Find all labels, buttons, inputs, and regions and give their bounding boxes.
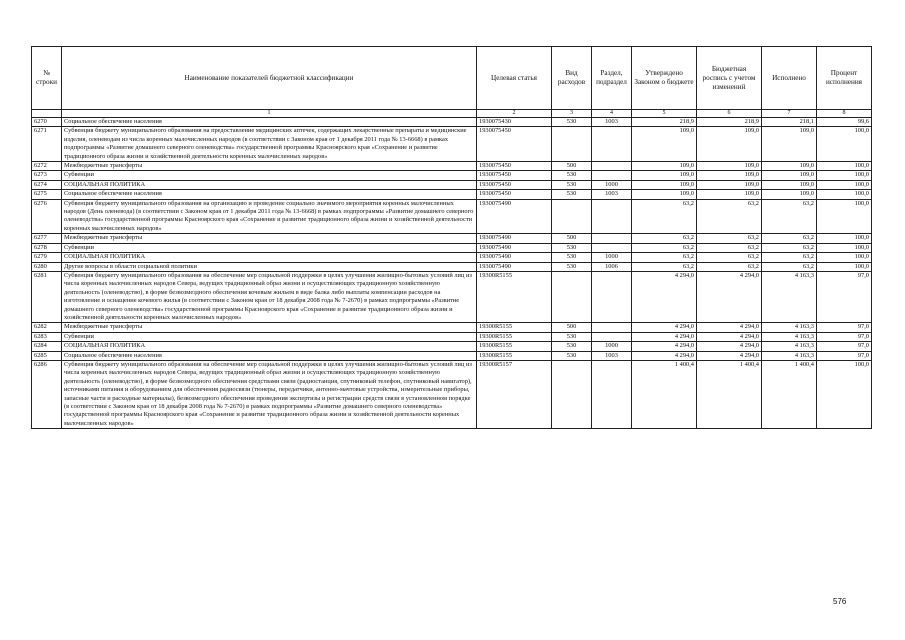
row-name: Социальное обеспечение населения — [62, 190, 477, 199]
row-executed: 109,0 — [762, 180, 817, 189]
row-target: 1930075490 — [477, 199, 552, 234]
row-approved: 63,2 — [632, 243, 697, 252]
header-name: Наименование показателей бюджетной классификации — [62, 47, 477, 110]
row-executed: 63,2 — [762, 243, 817, 252]
table-row — [32, 253, 872, 262]
row-percent: 97,0 — [817, 332, 872, 341]
row-percent: 100,0 — [817, 162, 872, 171]
row-percent: 97,0 — [817, 323, 872, 332]
row-approved: 63,2 — [632, 262, 697, 271]
row-target: 1930075450 — [477, 162, 552, 171]
row-budget-list: 1 400,4 — [697, 360, 762, 428]
row-section — [592, 127, 632, 162]
row-name: Субвенции — [62, 171, 477, 180]
column-number: 8 — [817, 110, 872, 118]
row-executed: 63,2 — [762, 262, 817, 271]
row-percent: 100,0 — [817, 360, 872, 428]
row-budget-list: 63,2 — [697, 199, 762, 234]
row-percent: 100,0 — [817, 253, 872, 262]
row-exp-type: 530 — [552, 243, 592, 252]
table-row — [32, 190, 872, 199]
row-name: СОЦИАЛЬНАЯ ПОЛИТИКА — [62, 253, 477, 262]
page-number: 576 — [833, 597, 847, 606]
row-exp-type — [552, 199, 592, 234]
row-approved: 4 294,0 — [632, 323, 697, 332]
row-target: 1930075490 — [477, 253, 552, 262]
row-approved: 4 294,0 — [632, 342, 697, 351]
table-body — [32, 110, 872, 429]
row-target: 1930075450 — [477, 180, 552, 189]
row-approved: 1 400,4 — [632, 360, 697, 428]
row-number: 6270 — [32, 118, 62, 127]
header-approved: Утверждено Законом о бюджете — [632, 47, 697, 110]
row-name: Субвенция бюджету муниципального образования на обеспечение мер социальной поддержки в целях улучшения жилищно-бытовых условий лиц из числа коренных малочисленных народов Севера, ведущих традиционный образ жизни и осуществляющих традиционную хозяйственную деятельность (оленеводство), в форме безвозмездного обеспечения средствами связи (радиостанция, спутниковый телефон, спутниковый навигатор), источниками питания и оборудованием для обеспечения радиосвязи (тюнеры, передатчики, антенно-мачтовые устройства, измерительные приборы, запасные части и расходные материалы), безвозмездного обеспечения проведения экспертизы и регистрации средств связи в установленном порядке (в соответствии с Законом края от 18 декабря 2008 года № 7-2670) в рамках подпрограммы «Развитие домашнего северного оленеводства» государственной программы Красноярского края «Сохранение и развитие традиционного образа жизни и хозяйственной деятельности коренных малочисленных народов» — [62, 360, 477, 428]
column-number: 7 — [762, 110, 817, 118]
row-budget-list: 4 294,0 — [697, 323, 762, 332]
row-name: Субвенции — [62, 243, 477, 252]
row-number: 6279 — [32, 253, 62, 262]
row-section: 1000 — [592, 342, 632, 351]
row-approved: 109,0 — [632, 171, 697, 180]
table-row — [32, 118, 872, 127]
row-number: 6280 — [32, 262, 62, 271]
header-exp-type: Вид расходов — [552, 47, 592, 110]
row-name: Социальное обеспечение населения — [62, 118, 477, 127]
row-target: 1930075450 — [477, 127, 552, 162]
row-budget-list: 109,0 — [697, 127, 762, 162]
column-number-row — [32, 110, 872, 118]
row-target: 1930075490 — [477, 243, 552, 252]
row-name: Субвенции — [62, 332, 477, 341]
row-executed: 218,1 — [762, 118, 817, 127]
row-name: Межбюджетные трансферты — [62, 323, 477, 332]
row-percent: 100,0 — [817, 190, 872, 199]
row-number: 6286 — [32, 360, 62, 428]
row-section — [592, 332, 632, 341]
row-number: 6271 — [32, 127, 62, 162]
row-approved: 4 294,0 — [632, 351, 697, 360]
table-row — [32, 271, 872, 322]
row-executed: 109,0 — [762, 171, 817, 180]
row-budget-list: 4 294,0 — [697, 342, 762, 351]
row-approved: 218,9 — [632, 118, 697, 127]
row-executed: 4 163,3 — [762, 323, 817, 332]
row-executed: 63,2 — [762, 199, 817, 234]
table-row — [32, 332, 872, 341]
row-approved: 4 294,0 — [632, 271, 697, 322]
row-approved: 109,0 — [632, 190, 697, 199]
row-name: Межбюджетные трансферты — [62, 234, 477, 243]
row-name: Субвенция бюджету муниципального образования на организацию и проведение социально значимого мероприятия коренных малочисленных народов (День оленевода) (в соответствии с Законом края от 1 декабря 2011 года № 13-6668) в рамках подпрограммы «Развитие домашнего северного оленеводства» государственной программы Красноярского края «Сохранение и развитие традиционного образа жизни и хозяйственной деятельности коренных малочисленных народов» — [62, 199, 477, 234]
table-header — [32, 47, 872, 110]
row-executed: 4 163,3 — [762, 271, 817, 322]
row-budget-list: 63,2 — [697, 253, 762, 262]
row-exp-type: 500 — [552, 323, 592, 332]
row-budget-list: 109,0 — [697, 162, 762, 171]
row-number: 6277 — [32, 234, 62, 243]
row-target: 19300R5157 — [477, 360, 552, 428]
row-percent: 100,0 — [817, 243, 872, 252]
header-section: Раздел, подраздел — [592, 47, 632, 110]
table-row — [32, 171, 872, 180]
row-percent: 97,0 — [817, 271, 872, 322]
column-number: 3 — [552, 110, 592, 118]
column-number: 5 — [632, 110, 697, 118]
row-name: СОЦИАЛЬНАЯ ПОЛИТИКА — [62, 180, 477, 189]
row-executed: 1 400,4 — [762, 360, 817, 428]
row-section — [592, 323, 632, 332]
row-budget-list: 109,0 — [697, 190, 762, 199]
table-row — [32, 127, 872, 162]
row-number: 6274 — [32, 180, 62, 189]
row-number: 6273 — [32, 171, 62, 180]
row-executed: 63,2 — [762, 234, 817, 243]
row-executed: 109,0 — [762, 190, 817, 199]
row-name: Субвенция бюджету муниципального образования на обеспечение мер социальной поддержки в целях улучшения жилищно-бытовых условий лиц из числа коренных малочисленных народов Севера, ведущих традиционный образ жизни и осуществляющих традиционную хозяйственную деятельность (оленеводство), в форме безвозмездного обеспечения кочевым жильем в виде балка либо выплаты компенсации расходов на изготовление и оснащение кочевого жилья (в соответствии с Законом края от 18 декабря 2008 года № 7-2670) в рамках подпрограммы «Развитие домашнего северного оленеводства» государственной программы Красноярского края «Сохранение и развитие традиционного образа жизни и хозяйственной деятельности коренных малочисленных народов» — [62, 271, 477, 322]
row-section: 1000 — [592, 180, 632, 189]
table-row — [32, 323, 872, 332]
row-percent: 100,0 — [817, 127, 872, 162]
row-target: 19300R5155 — [477, 332, 552, 341]
row-name: Другие вопросы в области социальной политики — [62, 262, 477, 271]
row-exp-type: 500 — [552, 234, 592, 243]
row-executed: 4 163,3 — [762, 342, 817, 351]
column-number: 4 — [592, 110, 632, 118]
row-approved: 63,2 — [632, 199, 697, 234]
table-row — [32, 342, 872, 351]
row-approved: 109,0 — [632, 180, 697, 189]
table-row — [32, 360, 872, 428]
row-percent: 100,0 — [817, 199, 872, 234]
table-row — [32, 199, 872, 234]
column-number: 6 — [697, 110, 762, 118]
table-row — [32, 262, 872, 271]
row-exp-type: 530 — [552, 253, 592, 262]
row-exp-type: 530 — [552, 342, 592, 351]
column-number: 2 — [477, 110, 552, 118]
row-executed: 4 163,3 — [762, 332, 817, 341]
row-percent: 100,0 — [817, 262, 872, 271]
row-exp-type: 530 — [552, 180, 592, 189]
row-percent: 97,0 — [817, 342, 872, 351]
row-exp-type: 530 — [552, 118, 592, 127]
row-number: 6278 — [32, 243, 62, 252]
row-section — [592, 360, 632, 428]
row-approved: 63,2 — [632, 253, 697, 262]
row-name: Межбюджетные трансферты — [62, 162, 477, 171]
column-number: 1 — [62, 110, 477, 118]
row-exp-type: 530 — [552, 332, 592, 341]
row-budget-list: 63,2 — [697, 234, 762, 243]
row-approved: 63,2 — [632, 234, 697, 243]
row-section: 1003 — [592, 118, 632, 127]
row-section — [592, 243, 632, 252]
header-target: Целевая статья — [477, 47, 552, 110]
row-exp-type — [552, 271, 592, 322]
row-exp-type: 530 — [552, 190, 592, 199]
row-exp-type — [552, 360, 592, 428]
row-number: 6272 — [32, 162, 62, 171]
row-approved: 109,0 — [632, 127, 697, 162]
row-number: 6276 — [32, 199, 62, 234]
row-budget-list: 218,9 — [697, 118, 762, 127]
row-number: 6283 — [32, 332, 62, 341]
row-executed: 63,2 — [762, 253, 817, 262]
row-percent: 100,0 — [817, 234, 872, 243]
row-budget-list: 4 294,0 — [697, 271, 762, 322]
row-exp-type — [552, 127, 592, 162]
row-section: 1003 — [592, 190, 632, 199]
row-section — [592, 199, 632, 234]
row-exp-type: 500 — [552, 162, 592, 171]
row-budget-list: 109,0 — [697, 171, 762, 180]
row-number: 6281 — [32, 271, 62, 322]
row-number: 6285 — [32, 351, 62, 360]
row-budget-list: 4 294,0 — [697, 332, 762, 341]
row-target: 19300R5155 — [477, 323, 552, 332]
row-section: 1006 — [592, 262, 632, 271]
row-section: 1003 — [592, 351, 632, 360]
row-section — [592, 162, 632, 171]
header-budget-list: Бюджетная роспись с учетом изменений — [697, 47, 762, 110]
row-budget-list: 4 294,0 — [697, 351, 762, 360]
row-section — [592, 234, 632, 243]
row-executed: 109,0 — [762, 127, 817, 162]
budget-table — [31, 46, 872, 429]
row-number: 6275 — [32, 190, 62, 199]
table-row — [32, 234, 872, 243]
row-budget-list: 63,2 — [697, 243, 762, 252]
row-budget-list: 109,0 — [697, 180, 762, 189]
row-percent: 100,0 — [817, 180, 872, 189]
row-number: 6284 — [32, 342, 62, 351]
row-budget-list: 63,2 — [697, 262, 762, 271]
row-approved: 4 294,0 — [632, 332, 697, 341]
row-section — [592, 271, 632, 322]
row-percent: 97,0 — [817, 351, 872, 360]
column-number — [32, 110, 62, 118]
row-target: 19300R5155 — [477, 351, 552, 360]
row-executed: 109,0 — [762, 162, 817, 171]
table-row — [32, 180, 872, 189]
row-name: Субвенция бюджету муниципального образования на предоставление медицинских аптечек, содержащих лекарственные препараты и медицинские изделия, оленеводам из числа коренных малочисленных народов (в соответствии с Законом края от 1 декабря 2011 года № 13-6668) в рамках подпрограммы «Развитие домашнего северного оленеводства» государственной программы Красноярского края «Сохранение и развитие традиционного образа жизни и хозяйственной деятельности коренных малочисленных народов» — [62, 127, 477, 162]
table-row — [32, 243, 872, 252]
row-target: 1930075430 — [477, 118, 552, 127]
row-name: Социальное обеспечение населения — [62, 351, 477, 360]
header-executed: Исполнено — [762, 47, 817, 110]
row-percent: 100,0 — [817, 171, 872, 180]
row-exp-type: 530 — [552, 171, 592, 180]
row-target: 19300R5155 — [477, 271, 552, 322]
row-name: СОЦИАЛЬНАЯ ПОЛИТИКА — [62, 342, 477, 351]
row-number: 6282 — [32, 323, 62, 332]
header-percent: Процент исполнения — [817, 47, 872, 110]
row-target: 1930075450 — [477, 171, 552, 180]
header-row-no: № строки — [32, 47, 62, 110]
row-exp-type: 530 — [552, 351, 592, 360]
row-target: 1930075490 — [477, 262, 552, 271]
table-row — [32, 162, 872, 171]
row-executed: 4 163,3 — [762, 351, 817, 360]
table-row — [32, 351, 872, 360]
row-target: 1930075490 — [477, 234, 552, 243]
row-exp-type: 530 — [552, 262, 592, 271]
row-target: 1930075450 — [477, 190, 552, 199]
row-approved: 109,0 — [632, 162, 697, 171]
row-percent: 99,6 — [817, 118, 872, 127]
row-section: 1000 — [592, 253, 632, 262]
row-section — [592, 171, 632, 180]
row-target: 19300R5155 — [477, 342, 552, 351]
